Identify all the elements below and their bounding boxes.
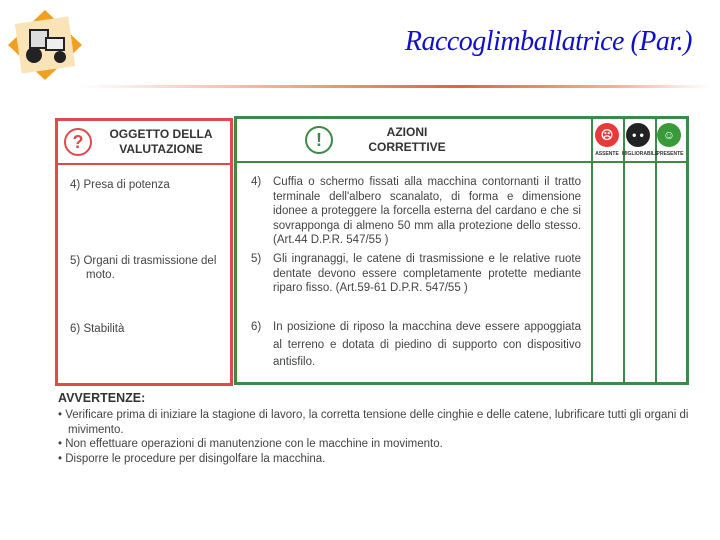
exclamation-bubble-icon: ! bbox=[305, 126, 333, 154]
actions-header-label: AZIONI CORRETTIVE bbox=[368, 125, 446, 154]
checkbox-column-migliorabile[interactable] bbox=[623, 119, 625, 382]
warning-item: • Disporre le procedure per disingolfare la macchina. bbox=[58, 452, 326, 465]
question-bubble-icon: ? bbox=[64, 128, 92, 156]
evaluation-object-column bbox=[55, 118, 233, 386]
happy-face-icon: ☺ bbox=[657, 123, 681, 147]
tractor-logo-icon bbox=[8, 10, 82, 80]
neutral-face-icon: • • bbox=[626, 123, 650, 147]
action-row-6: 6) In posizione di riposo la macchina deve essere appoggiata al terreno e dotata di piedino di supporto con dispositivo antisfilo. bbox=[251, 321, 581, 368]
object-row-5: 5) Organi di trasmissione del moto. bbox=[70, 255, 217, 281]
rating-label-presente: PRESENTE bbox=[656, 151, 684, 157]
sad-face-icon: ☹ bbox=[595, 123, 619, 147]
slide-title: Raccoglimballatrice (Par.) bbox=[404, 26, 692, 57]
checkbox-column-assente[interactable] bbox=[591, 119, 593, 382]
warnings-title: AVVERTENZE: bbox=[58, 391, 146, 405]
action-row-4: 4) Cuffia o schermo fissati alla macchina contornanti il tratto terminale dell'albero scanalato, di forma e dimensione idonee a proteggere la forcella esterna del cardano e che si sovrapponga di almeno 50 mm alla protezione dello stesso.(Art.44 D.P.R. 547/55 ) bbox=[251, 176, 581, 246]
object-row-4: 4) Presa di potenza bbox=[70, 179, 170, 191]
rating-label-migliorabile: MIGLIORABILE bbox=[622, 151, 659, 157]
warning-item: • Non effettuare operazioni di manutenzione con le macchine in movimento. bbox=[58, 438, 443, 450]
warnings-section bbox=[58, 391, 698, 466]
warning-item: • Verificare prima di iniziare la stagione di lavoro, la corretta tensione delle cinghie e delle catene, lubrificare tutti gli organi di mivimento. bbox=[58, 409, 689, 436]
corrective-actions-column bbox=[234, 116, 689, 385]
evaluation-header-label: OGGETTO DELLA VALUTAZIONE bbox=[109, 127, 213, 156]
evaluation-header bbox=[58, 121, 230, 165]
object-row-6: 6) Stabilità bbox=[70, 323, 125, 335]
rating-header-divider bbox=[591, 161, 686, 163]
rating-label-assente: ASSENTE bbox=[595, 151, 619, 157]
action-row-5: 5) Gli ingranaggi, le catene di trasmissione e le relative ruote dentate devono essere completamente protette mediante riparo fisso. (Art.59-61 D.P.R. 547/55 ) bbox=[251, 253, 581, 294]
actions-header bbox=[237, 119, 591, 163]
checkbox-column-presente[interactable] bbox=[655, 119, 657, 382]
title-divider bbox=[80, 85, 710, 88]
